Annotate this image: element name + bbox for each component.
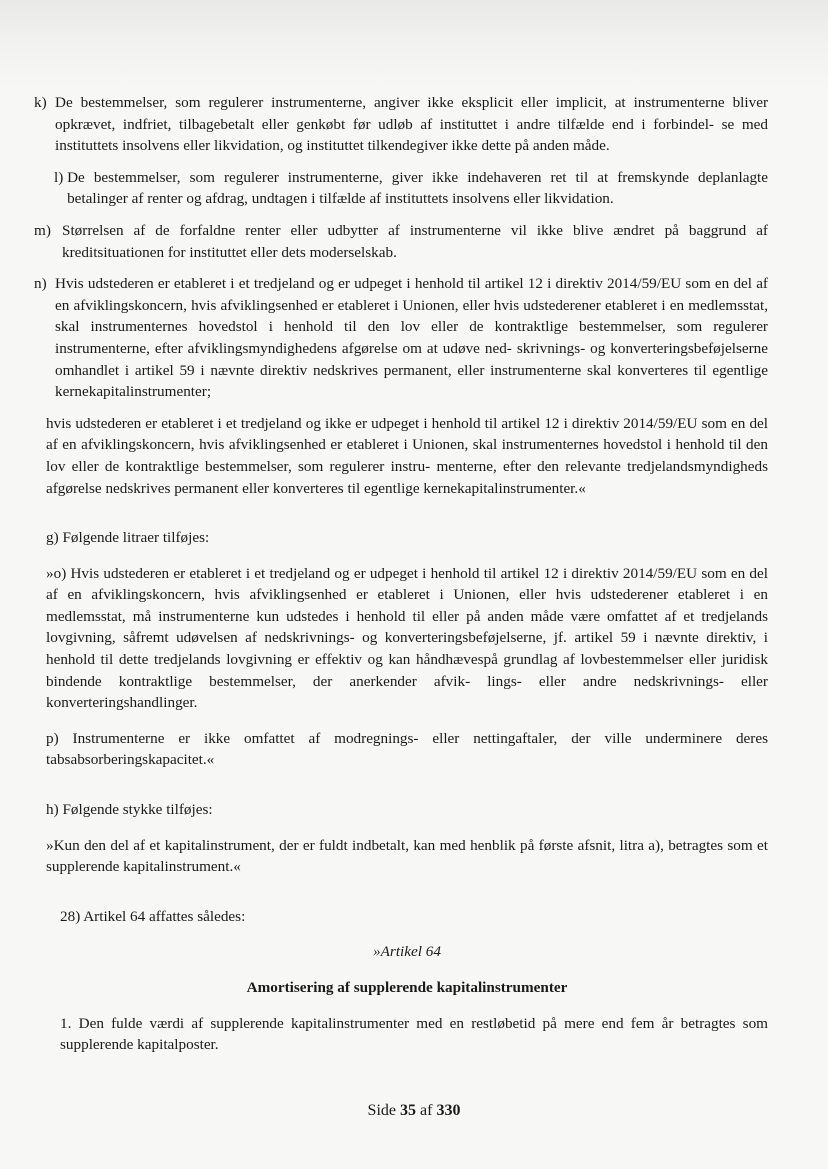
page-footer bbox=[0, 1102, 828, 1120]
paragraph-p: p) Instrumenterne er ikke omfattet af modregnings- eller nettingaftaler, der ville underminere deres tabsabsorberingskapacitet.« bbox=[46, 729, 768, 769]
item-text: De bestemmelser, som regulerer instrumenterne, giver ikke indehaveren ret til at fremskynde deplanlagte betalinger af renter og afdrag, undtagen i tilfælde af instituttets insolvens eller likvidation. bbox=[67, 168, 768, 208]
item-k bbox=[34, 92, 768, 157]
paragraph-28: 28) Artikel 64 affattes således: bbox=[60, 907, 246, 925]
item-n bbox=[34, 273, 768, 403]
paragraph-kun: »Kun den del af et kapitalinstrument, der er fuldt indbetalt, kan med henblik på første afsnit, litra a), betragtes som et supplerende kapitalinstrument.« bbox=[46, 836, 768, 876]
article-heading: Amortisering af supplerende kapitalinstrumenter bbox=[246, 979, 568, 996]
footer-middle: af bbox=[416, 1102, 437, 1119]
item-l bbox=[54, 167, 768, 210]
document-body bbox=[34, 92, 768, 1056]
footer-prefix: Side bbox=[367, 1102, 400, 1119]
item-label: l) bbox=[54, 168, 64, 186]
paragraph-third-country: hvis udstederen er etableret i et tredjeland og ikke er udpeget i henhold til artikel 12 i direktiv 2014/59/EU som en del af en afviklingskoncern, hvis afviklingsenhed er etableret i Unionen, skal instrumenternes hovedstol i henhold til den lov eller de kontraktlige bestemmelser, som regulerer instru- menterne, efter den relevante tredjelandsmyndigheds afgørelse nedskrives permanent eller konverteres til egentlige kernekapitalinstrumenter.« bbox=[46, 414, 768, 497]
paragraph-o: »o) Hvis udstederen er etableret i et tredjeland og er udpeget i henhold til artikel 12 i direktiv 2014/59/EU som en del af en afviklingskoncern, hvis afviklingsenhed er etableret i Unionen, eller hvis udstederener etableret i en medlemsstat, må instrumenterne kun udstedes i henhold til eller på anden måde være omfattet af et tredjelands lovgivning, såfremt udøvelsen af nedskrivnings- og konverteringsbeføjelserne, jf. artikel 59 i nævnte direktiv, i henhold til dette tredjelands lovgivning er effektiv og kan håndhævespå grundlag af lovbestemmelser eller juridisk bindende kontraktlige bestemmelser, der anerkender afvik- lings- eller andre nedskrivnings- eller konverteringshandlinger. bbox=[46, 564, 768, 712]
footer-page-number: 35 bbox=[400, 1102, 416, 1119]
item-text: Hvis udstederen er etableret i et tredjeland og er udpeget i henhold til artikel 12 i direktiv 2014/59/EU som en del af en afviklingskoncern, hvis afviklingsenhed er etableret i Unionen, eller hvis udstederener etableret i en medlemsstat, skal instrumenternes hovedstol i henhold til den lov eller de kontraktlige bestemmelser, som regulerer instrumenterne, efter afviklingsmyndighedens afgørelse om at udøve ned- skrivnings- og konverteringsbeføjelserne omhandlet i artikel 59 i nævnte direktiv nedskrives permanent, eller instrumenterne skal konverteres til egentlige kernekapitalinstrumenter; bbox=[55, 275, 768, 401]
paragraph-g: g) Følgende litraer tilføjes: bbox=[46, 529, 210, 547]
item-m bbox=[34, 220, 768, 263]
item-label: m) bbox=[34, 221, 51, 239]
paragraph-h: h) Følgende stykke tilføjes: bbox=[46, 801, 213, 819]
article-title: »Artikel 64 bbox=[373, 943, 441, 961]
article-paragraph-1: 1. Den fulde værdi af supplerende kapitalinstrumenter med en restløbetid på mere end fem år betragtes som supplerende kapitalposter. bbox=[60, 1014, 768, 1054]
footer-total-pages: 330 bbox=[436, 1102, 461, 1119]
item-label: n) bbox=[34, 275, 47, 293]
item-label: k) bbox=[34, 94, 47, 111]
item-text: Størrelsen af de forfaldne renter eller udbytter af instrumenterne vil ikke blive ændret på baggrund af kreditsituationen for instituttet eller dets moderselskab. bbox=[62, 221, 768, 261]
item-text: De bestemmelser, som regulerer instrumenterne, angiver ikke eksplicit eller implicit, at instrumenterne bliver opkrævet, indfriet, tilbagebetalt eller genkøbt før udløb af instituttet i andre tilfælde end i forbindel- se med instituttets insolvens eller likvidation, og instituttet tilkendegiver ikke dette på anden måde. bbox=[55, 94, 768, 155]
